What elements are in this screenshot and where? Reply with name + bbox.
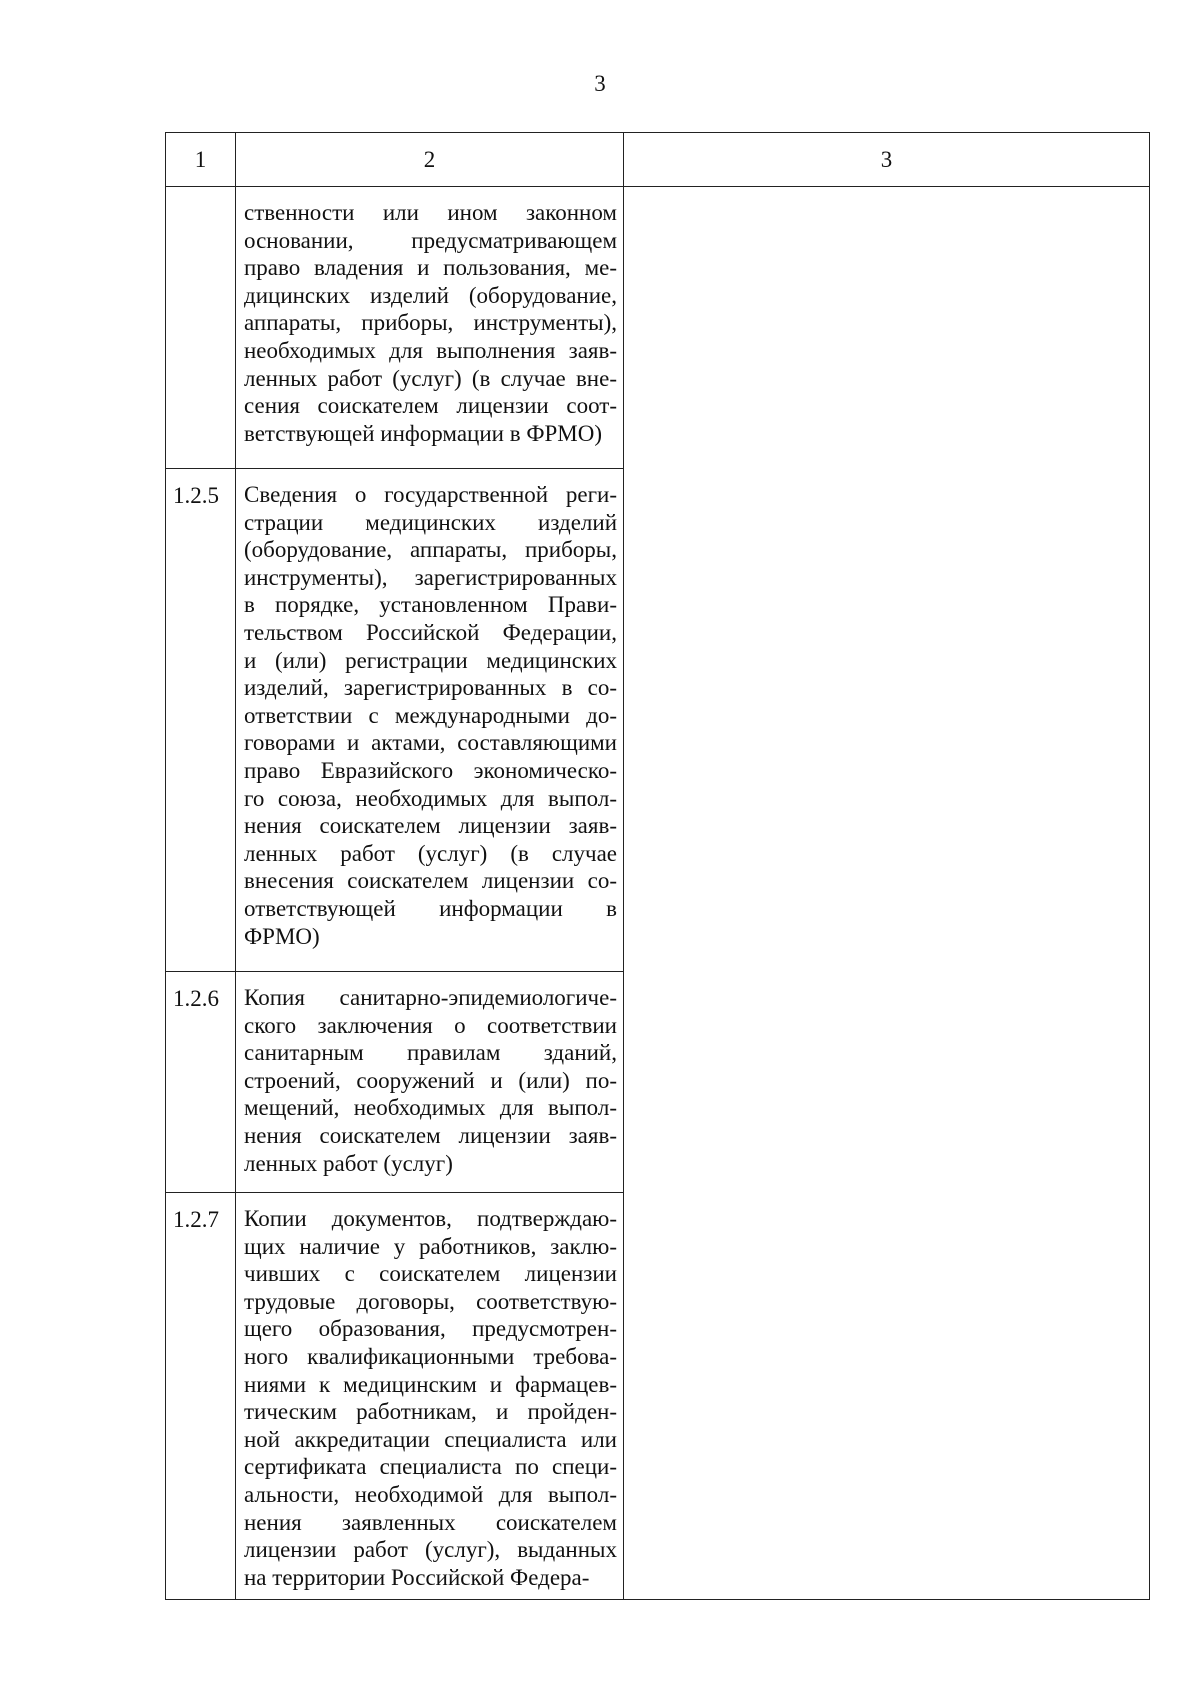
description-line: и (или) регистрации медицинских xyxy=(244,647,617,673)
description-line: Сведения о государственной реги- xyxy=(244,482,617,507)
description-line: ответствующей информации в xyxy=(244,895,617,921)
description-line: альности, необходимой для выпол- xyxy=(244,1481,617,1507)
header-col-3: 3 xyxy=(624,133,1150,187)
item-description xyxy=(236,187,624,469)
item-number: 1.2.7 xyxy=(166,1193,236,1600)
description-line: строений, сооружений и (или) по- xyxy=(244,1067,617,1093)
description-line: в порядке, установленном Прави- xyxy=(244,592,617,618)
description-line: ленных работ (услуг) xyxy=(244,1150,453,1176)
description-line: право владения и пользования, ме- xyxy=(244,255,617,281)
description-line: ского заключения о соответствии xyxy=(244,1012,617,1038)
description-line: го союза, необходимых для выпол- xyxy=(244,785,617,811)
description-line: санитарным правилам зданий, xyxy=(244,1040,617,1066)
description-line: нения соискателем лицензии заяв- xyxy=(244,1122,617,1148)
description-line: право Евразийского экономическо- xyxy=(244,757,617,783)
page-number: 3 xyxy=(594,71,606,96)
description-line: (оборудование, аппараты, приборы, xyxy=(244,537,617,563)
description-line: тическим работникам, и пройден- xyxy=(244,1399,617,1425)
description-line: на территории Российской Федера- xyxy=(244,1564,590,1590)
description-line: тельством Российской Федерации, xyxy=(244,619,617,645)
item-description xyxy=(236,972,624,1193)
table-row xyxy=(166,187,1150,469)
description-line: ного квалификационными требова- xyxy=(244,1343,617,1369)
description-line: нения заявленных соискателем xyxy=(244,1509,617,1535)
item-number: 1.2.5 xyxy=(166,469,236,972)
description-line: чивших с соискателем лицензии xyxy=(244,1261,617,1287)
description-line: страции медицинских изделий xyxy=(244,509,617,535)
description-line: основании, предусматривающем xyxy=(244,227,617,253)
item-description xyxy=(236,1193,624,1600)
description-line: дицинских изделий (оборудование, xyxy=(244,282,617,308)
description-line: ветствующей информации в ФРМО) xyxy=(244,420,603,446)
description-line: мещений, необходимых для выпол- xyxy=(244,1095,617,1121)
description-line: ной аккредитации специалиста или xyxy=(244,1426,617,1452)
description-line: трудовые договоры, соответствую- xyxy=(244,1288,617,1314)
item-number: 1.2.6 xyxy=(166,972,236,1193)
description-line: ответствии с международными до- xyxy=(244,702,617,728)
description-line: необходимых для выполнения заяв- xyxy=(244,337,617,363)
description-line: Копии документов, подтверждаю- xyxy=(244,1206,617,1231)
description-line: изделий, зарегистрированных в со- xyxy=(244,675,617,701)
header-col-1: 1 xyxy=(166,133,236,187)
description-line: лицензии работ (услуг), выданных xyxy=(244,1537,617,1563)
description-line: ФРМО) xyxy=(244,923,320,949)
header-col-2: 2 xyxy=(236,133,624,187)
description-line: сертификата специалиста по специ- xyxy=(244,1454,617,1480)
description-line: ленных работ (услуг) (в случае вне- xyxy=(244,365,617,391)
column-3-cell xyxy=(624,187,1150,1600)
item-description xyxy=(236,469,624,972)
requirements-table xyxy=(165,132,1150,1600)
description-line: говорами и актами, составляющими xyxy=(244,730,617,756)
description-line: внесения соискателем лицензии со- xyxy=(244,868,617,894)
description-line: щего образования, предусмотрен- xyxy=(244,1316,617,1342)
description-line: ниями к медицинским и фармацев- xyxy=(244,1371,617,1397)
item-number xyxy=(166,187,236,469)
description-line: ленных работ (услуг) (в случае xyxy=(244,840,617,866)
description-line: инструменты), зарегистрированных xyxy=(244,564,617,590)
description-line: ственности или ином законном xyxy=(244,200,617,225)
description-line: аппараты, приборы, инструменты), xyxy=(244,310,617,336)
description-line: нения соискателем лицензии заяв- xyxy=(244,813,617,839)
description-line: Копия санитарно-эпидемиологиче- xyxy=(244,985,617,1010)
table-header-row xyxy=(166,133,1150,187)
description-line: щих наличие у работников, заклю- xyxy=(244,1233,617,1259)
description-line: сения соискателем лицензии соот- xyxy=(244,393,617,419)
